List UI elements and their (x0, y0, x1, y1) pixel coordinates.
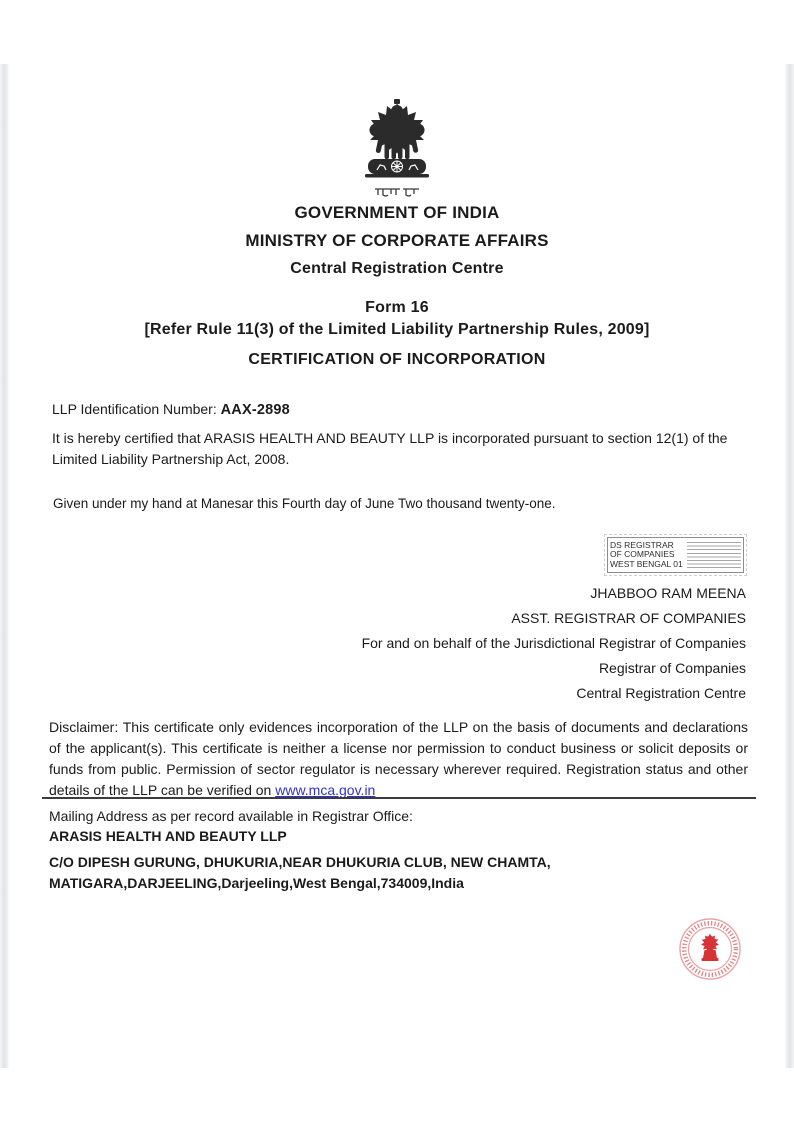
section-divider (42, 797, 756, 799)
digital-signature-stamp (607, 537, 744, 573)
signatory-name: JHABBOO RAM MEENA (590, 585, 746, 601)
llpin-line (52, 401, 290, 418)
signatory-designation: ASST. REGISTRAR OF COMPANIES (511, 610, 746, 626)
attestation-statement: Given under my hand at Manesar this Fourth day of June Two thousand twenty-one. (53, 496, 556, 511)
ds-stamp-line3: WEST BENGAL 01 (610, 558, 683, 569)
ds-stamp-line2: OF COMPANIES (610, 549, 675, 560)
llpin-value: AAX-2898 (220, 402, 290, 418)
disclaimer-body: Disclaimer: This certificate only evidences incorporation of the LLP on the basis of documents and declarations of the applicant(s). This certificate is neither a license nor permission to conduct business or solicit deposits or funds from public. Permission of sector regulator is necessary wherever required. Registration status and other details of the LLP can be verified on (49, 719, 748, 798)
centre-text: Central Registration Centre (576, 685, 746, 701)
company-address-line1: C/O DIPESH GURUNG, DHUKURIA,NEAR DHUKURIA CLUB, NEW CHAMTA, (49, 854, 551, 870)
digital-signature-micro-text (687, 542, 741, 569)
ministry-title: MINISTRY OF CORPORATE AFFAIRS (245, 231, 549, 250)
registrar-text: Registrar of Companies (598, 660, 746, 676)
company-address-line2: MATIGARA,DARJEELING,Darjeeling,West Bengal,734009,India (49, 875, 464, 891)
ds-stamp-line1: DS REGISTRAR (610, 539, 674, 550)
disclaimer-text (49, 717, 748, 801)
ds-stamp-text (608, 541, 683, 570)
on-behalf-text: For and on behalf of the Jurisdictional Registrar of Companies (361, 635, 746, 651)
centre-title: Central Registration Centre (290, 260, 504, 277)
llpin-label: LLP Identification Number: (52, 401, 217, 417)
form-number: Form 16 (365, 299, 429, 316)
mca-round-seal-icon (677, 916, 743, 987)
company-address (49, 852, 551, 894)
incorporation-statement: It is hereby certified that ARASIS HEALTH AND BEAUTY LLP is incorporated pursuant to section 12(1) of the Limited Liability Partnership Act, 2008. (52, 430, 728, 467)
mailing-address-label: Mailing Address as per record available in Registrar Office: (49, 808, 413, 824)
mca-website-link[interactable]: www.mca.gov.in (275, 782, 376, 798)
company-name: ARASIS HEALTH AND BEAUTY LLP (49, 828, 287, 844)
rule-reference: [Refer Rule 11(3) of the Limited Liability Partnership Rules, 2009] (144, 321, 650, 338)
emblem-motto (375, 189, 419, 196)
state-emblem-of-india-icon (353, 97, 441, 204)
certificate-title: CERTIFICATION OF INCORPORATION (248, 351, 546, 368)
government-title: GOVERNMENT OF INDIA (294, 203, 500, 222)
